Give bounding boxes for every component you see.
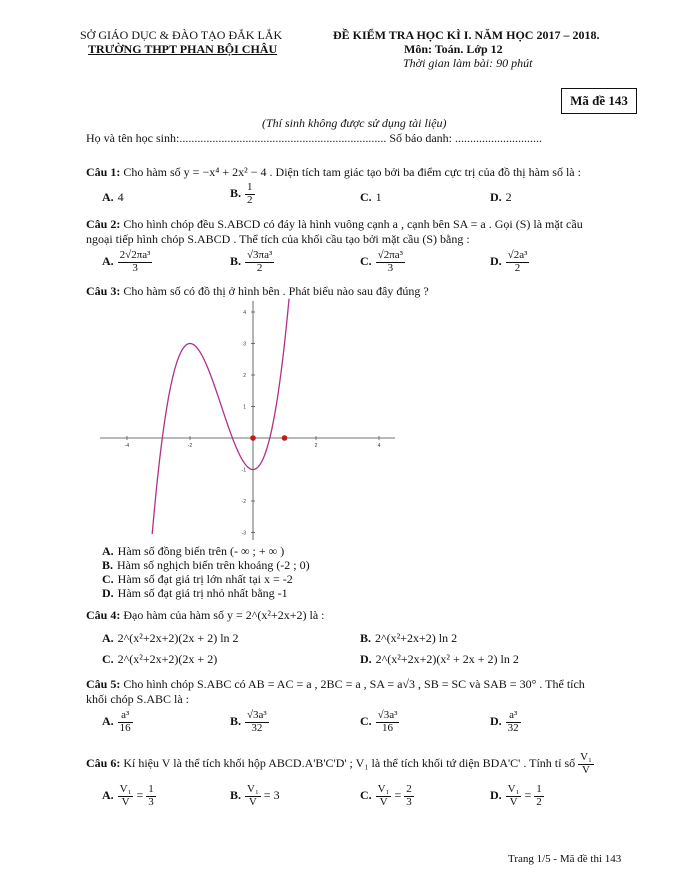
fraction xyxy=(245,784,261,808)
time-line: Thời gian làm bài: 90 phút xyxy=(403,56,533,70)
q3-option-b[interactable] xyxy=(102,558,310,573)
option-label: C. xyxy=(102,572,114,586)
option-label: C. xyxy=(102,652,114,666)
fraction xyxy=(506,784,522,808)
fraction-numerator: 1 xyxy=(247,181,253,193)
fraction xyxy=(376,784,392,808)
fraction-denominator: 32 xyxy=(507,721,519,734)
option-label: C. xyxy=(360,713,372,728)
question-label: Câu 5: xyxy=(86,677,121,691)
exam-note: (Thí sinh không được sử dụng tài liệu) xyxy=(262,116,447,130)
y-tick-label: 3 xyxy=(243,341,246,348)
q5-option-b[interactable] xyxy=(230,710,269,734)
y-tick-label: -2 xyxy=(241,499,246,505)
q6-option-b[interactable] xyxy=(230,784,280,808)
question-text: Cho hình chóp S.ABC có AB = AC = a , 2BC = a , SA = a√3 , SB = SC và SAB = 30° . Thể tích xyxy=(123,677,585,691)
option-text: 2 xyxy=(505,190,512,204)
q4-option-c[interactable] xyxy=(102,652,217,667)
fraction-denominator: V xyxy=(582,763,590,776)
q5-option-c[interactable] xyxy=(360,710,399,734)
fraction-numerator: √3πa³ xyxy=(247,249,273,261)
q2-option-c[interactable] xyxy=(360,250,405,274)
y-tick-label: -1 xyxy=(241,467,246,474)
fraction-denominator: 2 xyxy=(514,261,521,274)
option-label: D. xyxy=(490,713,502,728)
fraction-numerator: √2a³ xyxy=(507,249,528,261)
option-label: D. xyxy=(102,586,114,600)
y-tick-label: 1 xyxy=(243,404,246,411)
fraction xyxy=(506,250,530,274)
question-text: Đạo hàm của hàm số y = 2^(x²+2x+2) là : xyxy=(123,608,325,622)
option-label: B. xyxy=(360,631,372,645)
equals-sign: = xyxy=(394,787,402,802)
option-label: D. xyxy=(490,190,502,204)
option-label: D. xyxy=(490,787,502,802)
x-tick-label: -4 xyxy=(124,443,130,449)
fraction-numerator: √3a³ xyxy=(377,709,398,721)
equals-value: = 3 xyxy=(263,787,280,802)
x-tick-label: -2 xyxy=(187,443,193,449)
question-4 xyxy=(86,608,325,623)
option-text: 2^(x²+2x+2)(2x + 2) ln 2 xyxy=(117,631,239,645)
option-text: 2^(x²+2x+2) ln 2 xyxy=(375,631,458,645)
q4-option-a[interactable] xyxy=(102,631,239,646)
function-curve xyxy=(152,299,289,534)
option-label: B. xyxy=(230,787,242,802)
fraction xyxy=(146,784,156,808)
fraction xyxy=(118,710,133,734)
fraction xyxy=(245,250,274,274)
question-3 xyxy=(86,284,429,299)
fraction-numerator: a³ xyxy=(506,710,521,723)
fraction-denominator: 2 xyxy=(256,261,263,274)
q2-option-a[interactable] xyxy=(102,250,152,274)
equals-sign: = xyxy=(136,787,144,802)
fraction-denominator: 32 xyxy=(251,721,263,734)
q5-option-d[interactable] xyxy=(490,710,521,734)
marked-point xyxy=(250,435,256,441)
fraction-numerator: 2√2πa³ xyxy=(119,249,151,261)
option-label: D. xyxy=(360,652,372,666)
question-label: Câu 2: xyxy=(86,217,121,231)
ratio-fraction xyxy=(578,752,594,776)
fraction-numerator: V₁ xyxy=(119,783,132,795)
fraction-denominator: V xyxy=(509,795,518,808)
q5-option-a[interactable] xyxy=(102,710,133,734)
question-5 xyxy=(86,677,585,692)
fraction-numerator: 1 xyxy=(536,783,542,795)
fraction-numerator: a³ xyxy=(118,710,133,723)
fraction-numerator: 2 xyxy=(406,783,412,795)
option-text: 2^(x²+2x+2)(x² + 2x + 2) ln 2 xyxy=(375,652,519,666)
fraction-numerator: √3a³ xyxy=(247,709,267,721)
fraction-denominator: V xyxy=(379,795,388,808)
fraction-denominator: 16 xyxy=(382,721,394,734)
q4-option-d[interactable] xyxy=(360,652,519,667)
marked-point xyxy=(282,435,288,441)
function-graph xyxy=(95,298,405,543)
q6-option-a[interactable] xyxy=(102,784,156,808)
fraction-denominator: 3 xyxy=(406,795,412,808)
option-text: Hàm số đồng biến trên (- ∞ ; + ∞ ) xyxy=(117,544,285,558)
fraction xyxy=(506,710,521,734)
option-text: Hàm số đạt giá trị nhỏ nhất bằng -1 xyxy=(117,586,288,600)
question-2 xyxy=(86,217,583,232)
question-2-line-2: ngoại tiếp hình chóp S.ABCD . Thể tích của khối cầu tạo bởi mặt cầu (S) bằng : xyxy=(86,232,470,246)
option-label: C. xyxy=(360,190,372,204)
q1-option-a[interactable] xyxy=(102,190,124,205)
q3-option-a[interactable] xyxy=(102,544,284,559)
q4-option-b[interactable] xyxy=(360,631,457,646)
q6-option-d[interactable] xyxy=(490,784,544,808)
question-1 xyxy=(86,165,581,180)
option-label: C. xyxy=(360,253,372,268)
fraction xyxy=(245,182,255,206)
option-label: A. xyxy=(102,253,114,268)
fraction-denominator: 3 xyxy=(148,795,154,808)
graph-axes xyxy=(100,301,395,540)
q1-option-c[interactable] xyxy=(360,190,382,205)
question-text: Kí hiệu V là thể tích khối hộp ABCD.A'B'C'D' ; V₁ là thể tích khối tứ diện BDA'C' . Tính tỉ số xyxy=(123,755,576,770)
q1-option-b[interactable] xyxy=(230,182,255,206)
exam-code-box xyxy=(561,88,637,114)
option-text: Hàm số đạt giá trị lớn nhất tại x = -2 xyxy=(117,572,293,586)
fraction xyxy=(118,784,134,808)
y-tick-label: 4 xyxy=(243,310,246,316)
fraction-denominator: 3 xyxy=(387,261,394,274)
x-tick-label: 4 xyxy=(377,443,381,449)
exam-title: ĐỀ KIỂM TRA HỌC KÌ I. NĂM HỌC 2017 – 2018. xyxy=(333,28,600,42)
fraction-denominator: 16 xyxy=(119,721,131,734)
question-label: Câu 3: xyxy=(86,284,121,298)
q3-option-c[interactable] xyxy=(102,572,293,587)
fraction-numerator: V₁ xyxy=(580,751,592,763)
fraction-numerator: V₁ xyxy=(507,783,520,795)
fraction-denominator: 3 xyxy=(132,261,138,274)
subject-line: Môn: Toán. Lớp 12 xyxy=(404,42,503,56)
option-label: C. xyxy=(360,787,372,802)
question-label: Câu 4: xyxy=(86,608,121,622)
fraction-denominator: V xyxy=(121,795,130,808)
option-label: D. xyxy=(490,253,502,268)
x-tick-label: 2 xyxy=(314,443,318,449)
option-label: B. xyxy=(230,253,242,268)
page-footer: Trang 1/5 - Mã đề thi 143 xyxy=(508,853,622,865)
q2-option-b[interactable] xyxy=(230,250,274,274)
option-label: A. xyxy=(102,787,114,802)
question-5-line-2: khối chóp S.ABC là : xyxy=(86,692,190,706)
fraction xyxy=(376,710,400,734)
option-label: A. xyxy=(102,713,114,728)
option-label: B. xyxy=(102,558,114,572)
fraction-numerator: √2πa³ xyxy=(377,249,403,261)
q3-option-d[interactable] xyxy=(102,586,288,601)
q6-option-c[interactable] xyxy=(360,784,414,808)
fraction xyxy=(245,710,269,734)
fraction xyxy=(118,250,153,274)
option-label: B. xyxy=(230,185,242,200)
option-label: A. xyxy=(102,190,114,204)
department-name: SỞ GIÁO DỤC & ĐÀO TẠO ĐẮK LẮK xyxy=(80,28,283,42)
y-tick-label: -3 xyxy=(241,530,246,537)
option-label: B. xyxy=(230,713,242,728)
fraction xyxy=(404,784,414,808)
fraction xyxy=(534,784,544,808)
question-text: Cho hình chóp đều S.ABCD có đáy là hình vuông cạnh a , cạnh bên SA = a . Gọi (S) là mặt cầu xyxy=(123,217,583,231)
question-label: Câu 1: xyxy=(86,165,121,179)
fraction xyxy=(376,250,405,274)
school-name: TRƯỜNG THPT PHAN BỘI CHÂU xyxy=(88,42,278,56)
question-label: Câu 6: xyxy=(86,755,121,770)
y-tick-label: 2 xyxy=(243,373,246,379)
equals-sign: = xyxy=(524,787,532,802)
question-6 xyxy=(86,752,594,776)
fraction-numerator: V₁ xyxy=(377,783,390,795)
question-text: Cho hàm số y = −x⁴ + 2x² − 4 . Diện tích tam giác tạo bởi ba điểm cực trị của đồ thị hàm số là : xyxy=(123,165,581,179)
q1-option-d[interactable] xyxy=(490,190,512,205)
question-text: Cho hàm số có đồ thị ở hình bên . Phát biểu nào sau đây đúng ? xyxy=(123,284,429,298)
option-label: A. xyxy=(102,631,114,645)
option-text: 1 xyxy=(375,190,382,204)
student-info-line: Họ và tên học sinh:..................................................................... Số báo danh: ............................. xyxy=(86,131,542,145)
fraction-denominator: 2 xyxy=(536,795,542,808)
option-text: 2^(x²+2x+2)(2x + 2) xyxy=(117,652,218,666)
exam-code: Mã đề 143 xyxy=(570,93,628,108)
option-label: A. xyxy=(102,544,114,558)
fraction-denominator: 2 xyxy=(247,193,253,206)
option-text: Hàm số nghịch biến trên khoảng (-2 ; 0) xyxy=(117,558,310,572)
fraction-numerator: V₁ xyxy=(247,783,259,795)
fraction-denominator: V xyxy=(248,795,257,808)
q2-option-d[interactable] xyxy=(490,250,529,274)
option-text: 4 xyxy=(117,190,124,204)
fraction-numerator: 1 xyxy=(148,783,154,795)
